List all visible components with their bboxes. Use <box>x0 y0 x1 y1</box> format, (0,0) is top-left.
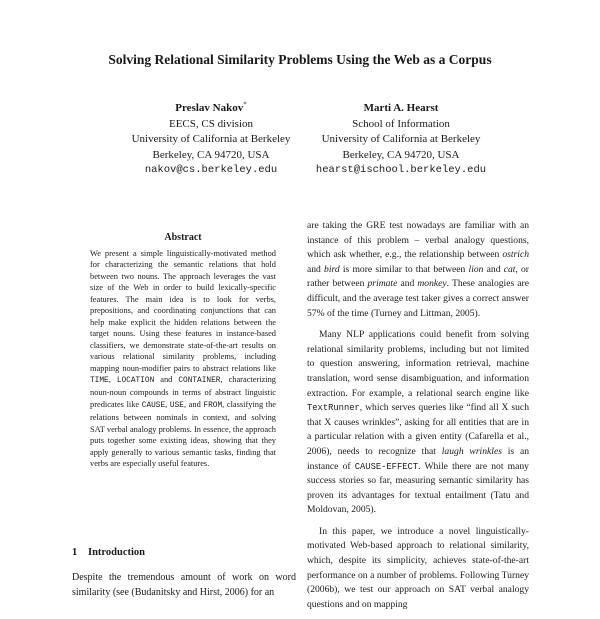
intro-paragraph: Despite the tremendous amount of work on word similarity (see (Budanitsky and Hirst, 2006) for an <box>72 572 296 598</box>
body-paragraph: Many NLP applications could benefit from solving relational similarity problems, including but not limited to question answering, information retrieval, machine translation, word sense disambiguation, and information extraction. For example, a relational search engine like TextRunner, which serves queries like “find all X such that X causes wrinkles”, asking for all entities that are in a particular relation with a given entity (Cafarella et al., 2006), needs to recognize that laugh wrinkles is an instance of CAUSE-EFFECT. While there are not many success stories so far, measuring semantic similarity has proven its advantages for textual entailment (Tatu and Moldovan, 2005). <box>307 329 529 516</box>
author-name: Marti A. Hearst <box>363 102 439 114</box>
abstract-text: , and <box>183 399 204 409</box>
abstract-body <box>90 248 276 470</box>
section-number: 1 <box>72 547 78 558</box>
section-heading-introduction <box>72 547 145 558</box>
relation-label: CAUSE <box>141 401 166 410</box>
body-paragraph: are taking the GRE test nowadays are familiar with an instance of this problem – verbal analogy questions, which ask whether, e.g., the relationship between ostrich and bird is more similar to that between lion and cat, or rather between primate and monkey. These analogies are difficult, and the average test taker gives a correct answer 57% of the time (Turney and Littman, 2005). <box>307 220 529 319</box>
abstract-text: , characterizing noun-noun compounds in terms of abstract linguistic predicates like <box>90 374 276 409</box>
author-affiliation: School of Information <box>352 117 450 130</box>
author-name: Preslav Nakov <box>175 102 244 114</box>
author-block-1 <box>108 101 314 179</box>
right-column <box>307 219 529 619</box>
section-title: Introduction <box>88 547 145 558</box>
author-email: hearst@ischool.berkeley.edu <box>315 164 487 176</box>
author-institution: University of California at Berkeley <box>131 133 291 145</box>
author-address: Berkeley, CA 94720, USA <box>152 148 270 161</box>
author-block-2 <box>298 101 504 179</box>
author-address: Berkeley, CA 94720, USA <box>342 148 460 161</box>
relation-label: FROM <box>203 401 223 410</box>
relation-label: USE <box>169 401 184 410</box>
author-institution: University of California at Berkeley <box>321 133 481 145</box>
author-email: nakov@cs.berkeley.edu <box>144 164 278 176</box>
author-affiliation: EECS, CS division <box>168 117 254 130</box>
abstract-heading: Abstract <box>164 232 202 243</box>
relation-label: TIME <box>90 376 109 385</box>
abstract-text: and <box>154 374 179 384</box>
relation-label: LOCATION <box>116 376 155 385</box>
abstract-text: , classifying the relations between nominals in context, and solving SAT verbal analogy problems. In essence, the approach puts together some existing ideas, showing that they apply generally to various semantic tasks, finding that verbs are especially useful features. <box>90 399 276 469</box>
abstract-text: , <box>108 374 117 384</box>
abstract-text: We present a simple linguistically-motivated method for characterizing the semantic relations that hold between two nouns. The approach leverages the vast size of the Web in order to build lexically-specific features. The main idea is to look for verbs, prepositions, and coordinating conjunctions that can help make explicit the hidden relations between the target nouns. Using these features in instance-based classifiers, we demonstrate state-of-the-art results on various relational similarity problems, including mapping noun-modifier pairs to abstract relations like <box>90 249 276 373</box>
paper-title: Solving Relational Similarity Problems Using the Web as a Corpus <box>108 52 492 67</box>
relation-label: CONTAINER <box>178 376 221 385</box>
author-footnote-mark: * <box>243 100 247 109</box>
abstract-text: , <box>165 399 170 409</box>
body-paragraph: In this paper, we introduce a novel linguistically-motivated Web-based approach to relational similarity, which, despite its simplicity, achieves state-of-the-art performance on a number of problems. Following Turney (2006b), we test our approach on SAT verbal analogy questions and on mapping <box>307 525 529 610</box>
